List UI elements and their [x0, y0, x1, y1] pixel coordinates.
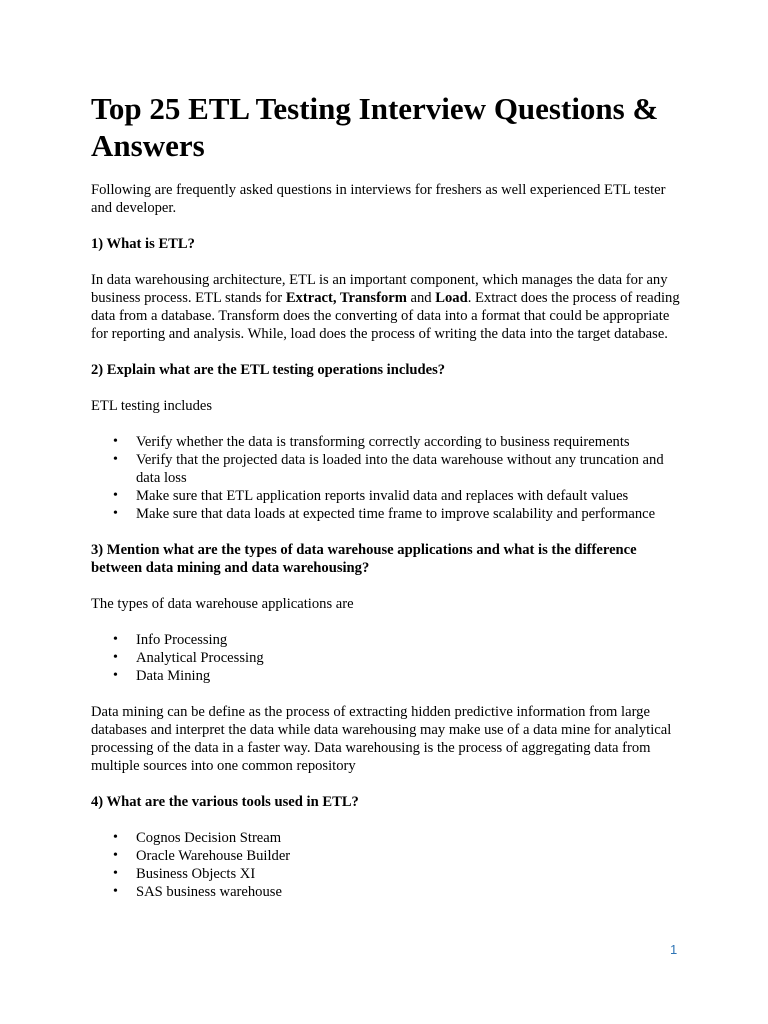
answer-text: and [406, 290, 436, 306]
bullet-icon: • [113, 866, 118, 881]
bullet-icon: • [113, 848, 118, 863]
bullet-icon: • [113, 452, 118, 467]
question-2-list [91, 433, 681, 523]
question-3-heading: 3) Mention what are the types of data warehouse applications and what is the difference between data mining and data warehousing? [91, 542, 637, 576]
list-item-text: Business Objects XI [136, 866, 256, 882]
bullet-icon: • [113, 650, 118, 665]
answer-text: In data warehousing architecture, ETL is an important component, which manages the data for any business process. ETL stands for [91, 272, 668, 306]
question-3-list [91, 631, 681, 685]
list-item-text: Analytical Processing [136, 650, 264, 666]
intro-paragraph: Following are frequently asked questions in interviews for freshers as well experienced ETL tester and developer. [91, 182, 666, 216]
bullet-icon: • [113, 668, 118, 683]
list-item-text: Verify that the projected data is loaded into the data warehouse without any truncation and data loss [136, 452, 664, 486]
list-item-text: Info Processing [136, 632, 228, 648]
answer-bold-text: Load [435, 290, 468, 306]
question-4-list [91, 829, 681, 901]
list-item-text: Verify whether the data is transforming correctly according to business requirements [136, 434, 630, 450]
list-item [113, 667, 681, 685]
list-item [113, 847, 681, 865]
list-item-text: Data Mining [136, 668, 211, 684]
list-item [113, 487, 681, 505]
question-1-answer [91, 271, 681, 343]
list-item [113, 433, 681, 451]
answer-bold-text: Extract, Transform [285, 290, 407, 306]
list-item-text: Oracle Warehouse Builder [136, 848, 291, 864]
list-item [113, 505, 681, 523]
list-item [113, 649, 681, 667]
document-page [91, 90, 681, 919]
bullet-icon: • [113, 884, 118, 899]
list-item-text: Make sure that ETL application reports invalid data and replaces with default values [136, 488, 629, 504]
list-item-text: Make sure that data loads at expected time frame to improve scalability and performance [136, 506, 656, 522]
document-title: Top 25 ETL Testing Interview Questions & Answers [91, 91, 659, 163]
page-number: 1 [670, 942, 678, 957]
list-item [113, 451, 681, 487]
bullet-icon: • [113, 632, 118, 647]
question-4-heading: 4) What are the various tools used in ETL? [91, 794, 359, 810]
question-1-heading: 1) What is ETL? [91, 236, 195, 252]
bullet-icon: • [113, 830, 118, 845]
question-2-lead: ETL testing includes [91, 398, 213, 414]
bullet-icon: • [113, 506, 118, 521]
list-item [113, 883, 681, 901]
list-item [113, 829, 681, 847]
question-3-answer: Data mining can be define as the process of extracting hidden predictive information from large databases and interpret the data while data warehousing may make use of a data mine for analytical processing of the data in a faster way. Data warehousing is the process of aggregating data from multiple sources into one common repository [91, 704, 672, 774]
list-item [113, 631, 681, 649]
list-item-text: Cognos Decision Stream [136, 830, 282, 846]
answer-text: . Extract does the process of reading data from a database. Transform does the converting of data into a format that could be appropriate for reporting and analysis. While, load does the process of writing the data into the target database. [91, 290, 680, 342]
question-3-lead: The types of data warehouse applications are [91, 596, 354, 612]
bullet-icon: • [113, 488, 118, 503]
question-2-heading: 2) Explain what are the ETL testing operations includes? [91, 362, 446, 378]
bullet-icon: • [113, 434, 118, 449]
list-item-text: SAS business warehouse [136, 884, 282, 900]
list-item [113, 865, 681, 883]
